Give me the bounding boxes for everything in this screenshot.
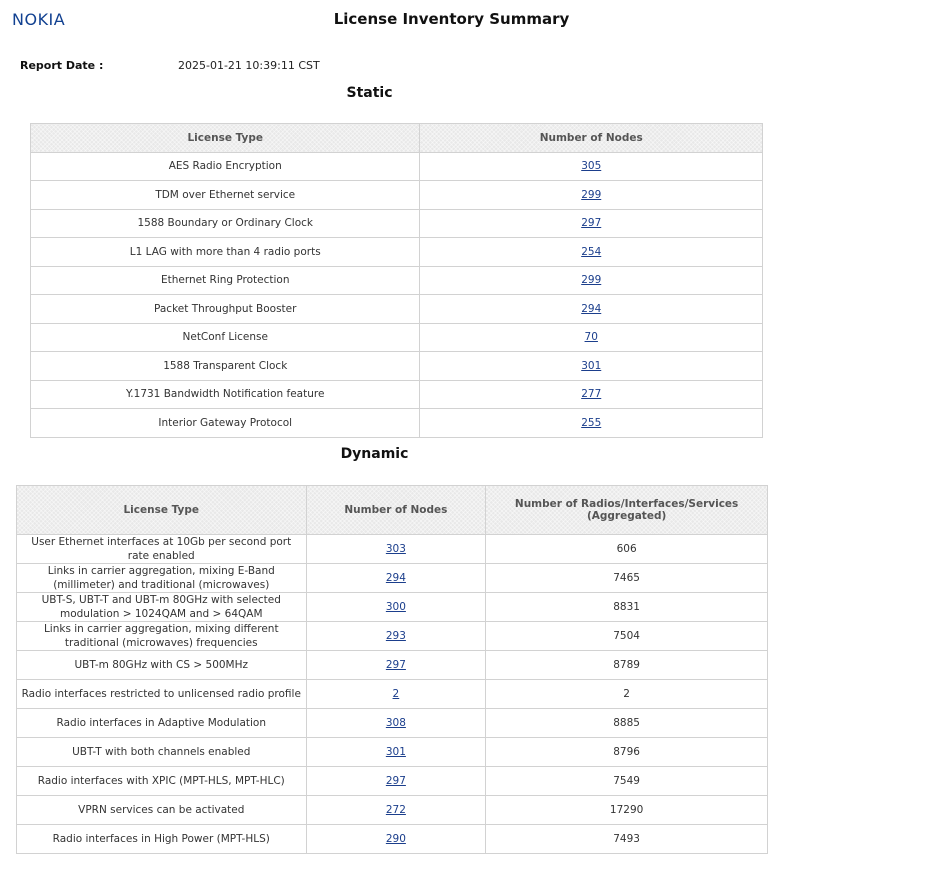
table-row xyxy=(31,323,763,352)
license-type-cell: 1588 Transparent Clock xyxy=(31,352,420,381)
license-type-cell: Links in carrier aggregation, mixing E-Band (millimeter) and traditional (microwaves) xyxy=(17,564,307,593)
license-type-cell: Radio interfaces with XPIC (MPT-HLS, MPT-HLC) xyxy=(17,767,307,796)
table-row xyxy=(17,825,768,854)
table-row xyxy=(17,622,768,651)
node-count-link[interactable]: 277 xyxy=(581,388,602,401)
table-row xyxy=(17,651,768,680)
nodes-cell xyxy=(420,295,763,324)
node-count-link[interactable]: 70 xyxy=(584,331,598,344)
nodes-cell xyxy=(420,352,763,381)
aggregated-count-cell: 7549 xyxy=(486,767,768,796)
aggregated-count-cell: 17290 xyxy=(486,796,768,825)
license-type-cell: UBT-m 80GHz with CS > 500MHz xyxy=(17,651,307,680)
license-type-cell: Packet Throughput Booster xyxy=(31,295,420,324)
license-type-cell: Radio interfaces restricted to unlicensed radio profile xyxy=(17,680,307,709)
aggregated-count-cell: 8789 xyxy=(486,651,768,680)
report-date-value: 2025-01-21 10:39:11 CST xyxy=(178,59,320,72)
license-type-cell: VPRN services can be activated xyxy=(17,796,307,825)
table-row xyxy=(17,564,768,593)
nodes-cell xyxy=(306,680,486,709)
aggregated-count-cell: 8831 xyxy=(486,593,768,622)
node-count-link[interactable]: 254 xyxy=(581,245,602,258)
node-count-link[interactable]: 305 xyxy=(581,160,602,173)
table-row xyxy=(31,380,763,409)
license-type-cell: Interior Gateway Protocol xyxy=(31,409,420,438)
node-count-link[interactable]: 297 xyxy=(385,659,406,671)
node-count-link[interactable]: 294 xyxy=(385,572,406,584)
node-count-link[interactable]: 299 xyxy=(581,188,602,201)
aggregated-count-cell: 7493 xyxy=(486,825,768,854)
page-title: License Inventory Summary xyxy=(333,10,570,28)
nodes-cell xyxy=(306,593,486,622)
header-number-of-nodes: Number of Nodes xyxy=(420,124,763,153)
aggregated-count-cell: 8796 xyxy=(486,738,768,767)
nodes-cell xyxy=(420,323,763,352)
table-header-row xyxy=(17,486,768,535)
license-type-cell: 1588 Boundary or Ordinary Clock xyxy=(31,209,420,238)
header-number-of-nodes: Number of Nodes xyxy=(306,486,486,535)
license-type-cell: Radio interfaces in High Power (MPT-HLS) xyxy=(17,825,307,854)
table-header-row xyxy=(31,124,763,153)
node-count-link[interactable]: 301 xyxy=(385,746,406,758)
nodes-cell xyxy=(420,238,763,267)
table-row xyxy=(31,409,763,438)
license-type-cell: UBT-T with both channels enabled xyxy=(17,738,307,767)
nodes-cell xyxy=(306,709,486,738)
table-row xyxy=(17,535,768,564)
table-row xyxy=(31,209,763,238)
node-count-link[interactable]: 303 xyxy=(385,543,406,555)
aggregated-count-cell: 8885 xyxy=(486,709,768,738)
table-row xyxy=(17,796,768,825)
license-type-cell: L1 LAG with more than 4 radio ports xyxy=(31,238,420,267)
nodes-cell xyxy=(306,564,486,593)
node-count-link[interactable]: 297 xyxy=(385,775,406,787)
report-date-label: Report Date : xyxy=(20,59,104,72)
node-count-link[interactable]: 297 xyxy=(581,217,602,230)
dynamic-license-table xyxy=(16,485,768,854)
nodes-cell xyxy=(306,651,486,680)
license-type-cell: UBT-S, UBT-T and UBT-m 80GHz with selected modulation > 1024QAM and > 64QAM xyxy=(17,593,307,622)
license-type-cell: TDM over Ethernet service xyxy=(31,181,420,210)
node-count-link[interactable]: 294 xyxy=(581,302,602,315)
license-type-cell: NetConf License xyxy=(31,323,420,352)
node-count-link[interactable]: 308 xyxy=(385,717,406,729)
static-section-title: Static xyxy=(346,85,393,101)
table-row xyxy=(17,738,768,767)
license-type-cell: Radio interfaces in Adaptive Modulation xyxy=(17,709,307,738)
license-type-cell: Links in carrier aggregation, mixing different traditional (microwaves) frequencies xyxy=(17,622,307,651)
table-row xyxy=(31,152,763,181)
nodes-cell xyxy=(306,622,486,651)
nodes-cell xyxy=(420,409,763,438)
table-row xyxy=(17,709,768,738)
table-row xyxy=(17,767,768,796)
nodes-cell xyxy=(306,796,486,825)
table-row xyxy=(31,352,763,381)
nodes-cell xyxy=(420,380,763,409)
aggregated-count-cell: 7465 xyxy=(486,564,768,593)
table-row xyxy=(31,238,763,267)
node-count-link[interactable]: 290 xyxy=(385,833,406,845)
table-row xyxy=(31,181,763,210)
nokia-logo: NOKIA xyxy=(12,10,66,29)
nodes-cell xyxy=(306,738,486,767)
node-count-link[interactable]: 299 xyxy=(581,274,602,287)
node-count-link[interactable]: 272 xyxy=(385,804,406,816)
aggregated-count-cell: 2 xyxy=(486,680,768,709)
table-row xyxy=(31,266,763,295)
node-count-link[interactable]: 255 xyxy=(581,416,602,429)
table-row xyxy=(17,680,768,709)
dynamic-section-title: Dynamic xyxy=(340,446,409,462)
static-license-table xyxy=(30,123,763,438)
table-row xyxy=(31,295,763,324)
aggregated-count-cell: 606 xyxy=(486,535,768,564)
aggregated-count-cell: 7504 xyxy=(486,622,768,651)
nodes-cell xyxy=(306,825,486,854)
node-count-link[interactable]: 300 xyxy=(385,601,406,613)
node-count-link[interactable]: 2 xyxy=(392,688,400,700)
header-aggregated-count: Number of Radios/Interfaces/Services (Aggregated) xyxy=(486,486,768,535)
header-license-type: License Type xyxy=(31,124,420,153)
nodes-cell xyxy=(306,535,486,564)
node-count-link[interactable]: 301 xyxy=(581,359,602,372)
header-license-type: License Type xyxy=(17,486,307,535)
nodes-cell xyxy=(420,266,763,295)
nodes-cell xyxy=(420,209,763,238)
license-type-cell: Y.1731 Bandwidth Notification feature xyxy=(31,380,420,409)
license-type-cell: Ethernet Ring Protection xyxy=(31,266,420,295)
license-type-cell: AES Radio Encryption xyxy=(31,152,420,181)
license-type-cell: User Ethernet interfaces at 10Gb per second port rate enabled xyxy=(17,535,307,564)
table-row xyxy=(17,593,768,622)
nodes-cell xyxy=(420,152,763,181)
node-count-link[interactable]: 293 xyxy=(385,630,406,642)
nodes-cell xyxy=(420,181,763,210)
nodes-cell xyxy=(306,767,486,796)
